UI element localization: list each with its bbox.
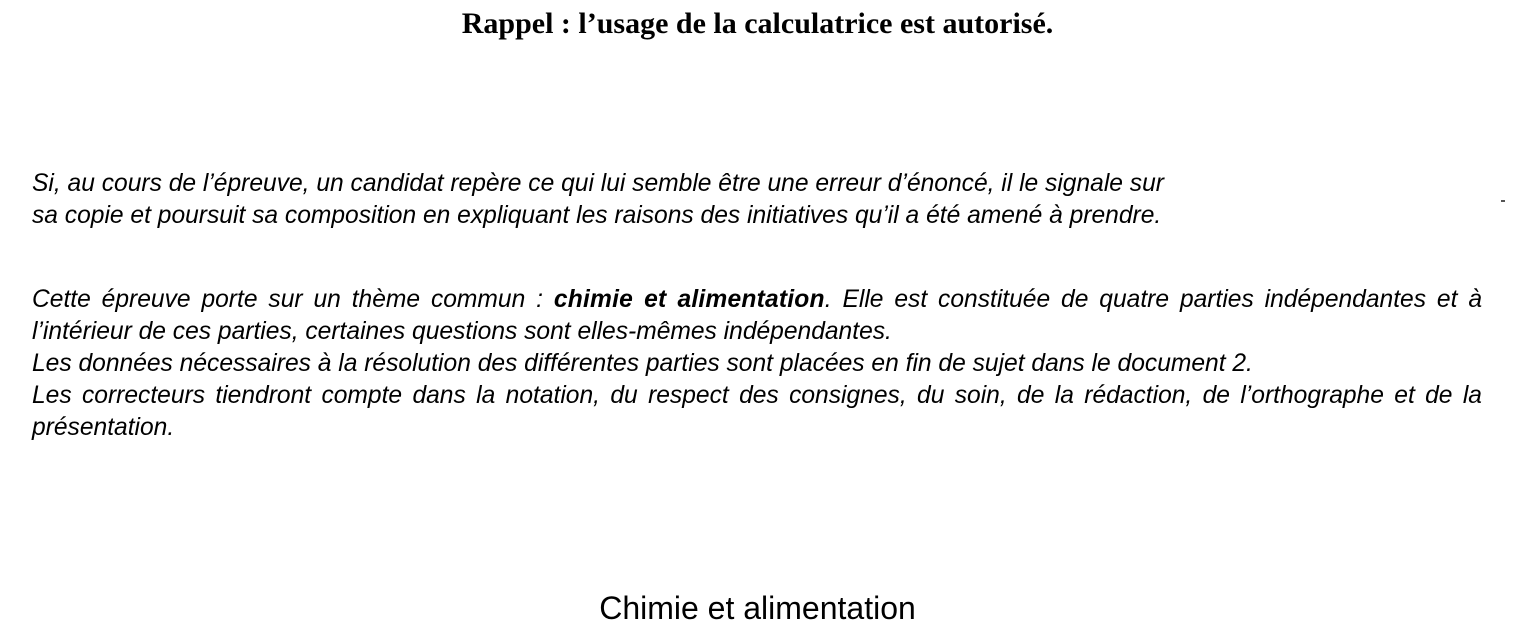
section-title: Chimie et alimentation (599, 590, 916, 626)
theme-text-before: Cette épreuve porte sur un thème commun : (32, 286, 554, 313)
theme-text-after: . Elle est constituée de quatre parties indépendantes et à l’intérieur de ces parties, certaines questions sont elles-mêmes indépendantes. (32, 286, 1483, 345)
grading-paragraph: Les correcteurs tiendront compte dans la notation, du respect des consignes, du soin, de la rédaction, de l’orthographe et de la présentation. (32, 382, 1482, 441)
calculator-reminder: Rappel : l’usage de la calculatrice est autorisé. (461, 7, 1054, 40)
instructions-error-notice (32, 168, 1482, 232)
theme-name: chimie et alimentation (553, 286, 825, 313)
data-location-paragraph: Les données nécessaires à la résolution des différentes parties sont placées en fin de sujet dans le document 2. (32, 350, 1253, 377)
error-notice-line-1: Si, au cours de l’épreuve, un candidat repère ce qui lui semble être une erreur d’énoncé, il le signale sur (32, 170, 1164, 197)
scan-speck (1501, 200, 1505, 202)
theme-paragraph (32, 284, 1482, 348)
error-notice-line-2: sa copie et poursuit sa composition en expliquant les raisons des initiatives qu’il a été amené à prendre. (32, 202, 1162, 229)
instructions-general (32, 284, 1482, 444)
